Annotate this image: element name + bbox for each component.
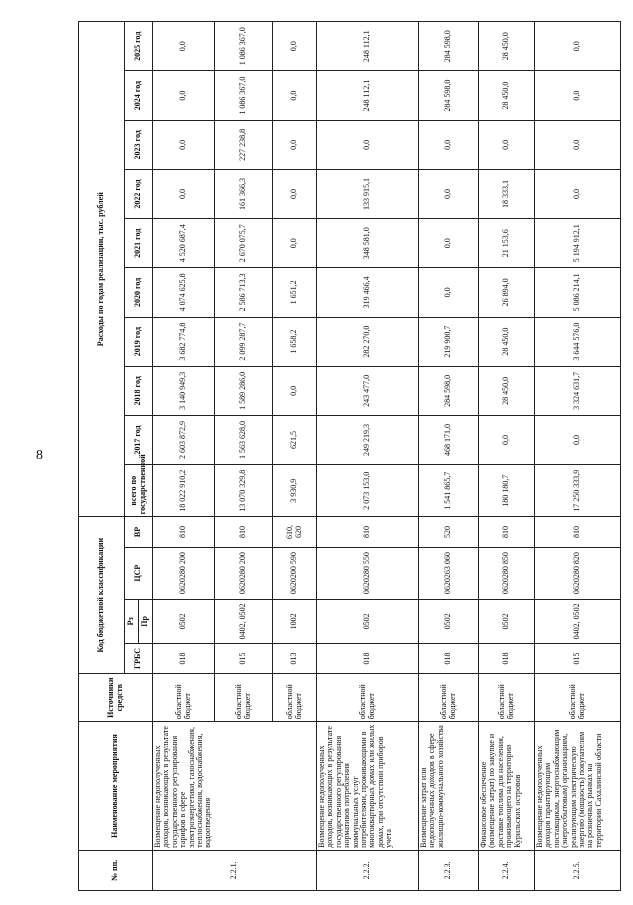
code-grbs: 018 xyxy=(419,643,479,673)
header-rz: Рз xyxy=(125,599,139,643)
year-value: 1 589 286,0 xyxy=(215,366,273,415)
row-number: 2.2.3. xyxy=(419,850,479,890)
table-row xyxy=(153,22,215,891)
year-value: 248 112,1 xyxy=(317,22,419,72)
header-year: 2019 год xyxy=(125,317,153,366)
year-value: 227 238,8 xyxy=(215,120,273,169)
header-name: Наименование мероприятия xyxy=(79,722,153,851)
header-grbs: ГРБС xyxy=(125,643,153,673)
year-value: 2 099 287,7 xyxy=(215,317,273,366)
year-value: 28 450,0 xyxy=(479,22,535,72)
code-rz-pr: 0402, 0502 xyxy=(535,599,621,643)
funding-source: областной бюджет xyxy=(317,674,419,722)
year-value: 21 153,6 xyxy=(479,219,535,268)
code-rz-pr: 0502 xyxy=(419,599,479,643)
total-value: 2 073 153,0 xyxy=(317,465,419,517)
header-year: 2020 год xyxy=(125,268,153,317)
year-value: 0,0 xyxy=(419,120,479,169)
budget-table xyxy=(78,21,621,891)
year-value: 28 450,0 xyxy=(479,317,535,366)
year-value: 0,0 xyxy=(273,71,317,120)
header-csr: ЦСР xyxy=(125,547,153,599)
year-value: 0,0 xyxy=(479,120,535,169)
row-number: 2.2.4. xyxy=(479,850,535,890)
header-budget-code: Код бюджетной классификации xyxy=(79,517,125,674)
year-value: 3 140 949,3 xyxy=(153,366,215,415)
year-value: 319 466,4 xyxy=(317,268,419,317)
row-number: 2.2.1. xyxy=(153,850,317,890)
year-value: 0,0 xyxy=(535,22,621,72)
total-value: 13 070 329,8 xyxy=(215,465,273,517)
year-value: 2 603 872,9 xyxy=(153,415,215,464)
year-value: 28 450,0 xyxy=(479,71,535,120)
header-year: 2017 год xyxy=(125,415,153,464)
measure-name: Возмещение недополученных доходов, возникающих в результате государственного регулирования тарифов в сфере электроэнергетики, газоснабжения, теплоснабжения, водоснабжения, водоотведения xyxy=(153,722,317,851)
year-value: 0,0 xyxy=(273,219,317,268)
year-value: 0,0 xyxy=(535,71,621,120)
year-value: 284 598,0 xyxy=(419,22,479,72)
year-value: 0,0 xyxy=(273,120,317,169)
year-value: 18 333,1 xyxy=(479,169,535,218)
code-rz-pr: 0502 xyxy=(479,599,535,643)
table-row xyxy=(419,22,479,891)
table-row xyxy=(479,22,535,891)
code-csr: 0620280 820 xyxy=(535,547,621,599)
code-rz-pr: 0402, 0502 xyxy=(215,599,273,643)
year-value: 284 598,0 xyxy=(419,71,479,120)
year-value: 0,0 xyxy=(535,169,621,218)
year-value: 249 219,3 xyxy=(317,415,419,464)
year-value: 4 520 687,4 xyxy=(153,219,215,268)
measure-name: Возмещение недополученных доходов гарантирующим поставщикам, энергоснабжающим (энергосбытовым) организациям, реализующим электрическую энергию (мощность) покупателям на розничных рынках на территории Сахалинской области xyxy=(535,722,621,851)
code-csr: 0620263 060 xyxy=(419,547,479,599)
funding-source: областной бюджет xyxy=(273,674,317,722)
header-total: всего по государственной xyxy=(125,465,153,517)
table-row xyxy=(317,22,419,891)
year-value: 1 563 628,0 xyxy=(215,415,273,464)
header-year: 2021 год xyxy=(125,219,153,268)
header-vr: ВР xyxy=(125,517,153,547)
total-value: 3 930,9 xyxy=(273,465,317,517)
code-grbs: 015 xyxy=(535,643,621,673)
code-vr: 810 xyxy=(479,517,535,547)
code-csr: 0620280 550 xyxy=(317,547,419,599)
code-vr: 810 xyxy=(317,517,419,547)
header-year: 2022 год xyxy=(125,169,153,218)
code-csr: 0620280 200 xyxy=(153,547,215,599)
code-vr: 810 xyxy=(215,517,273,547)
header-source: Источники средств xyxy=(79,674,153,722)
year-value: 0,0 xyxy=(153,71,215,120)
year-value: 26 894,0 xyxy=(479,268,535,317)
row-number: 2.2.5. xyxy=(535,850,621,890)
year-value: 0,0 xyxy=(317,120,419,169)
year-value: 621,5 xyxy=(273,415,317,464)
header-expenses: Расходы по годам реализации, тыс. рублей xyxy=(79,22,125,517)
year-value: 0,0 xyxy=(419,169,479,218)
year-value: 133 915,1 xyxy=(317,169,419,218)
code-rz-pr: 0502 xyxy=(317,599,419,643)
code-grbs: 013 xyxy=(273,643,317,673)
year-value: 284 598,0 xyxy=(419,366,479,415)
code-csr: 0620280 850 xyxy=(479,547,535,599)
code-grbs: 018 xyxy=(317,643,419,673)
year-value: 348 581,0 xyxy=(317,219,419,268)
total-value: 17 250 333,9 xyxy=(535,465,621,517)
year-value: 0,0 xyxy=(153,120,215,169)
year-value: 468 171,0 xyxy=(419,415,479,464)
funding-source: областной бюджет xyxy=(419,674,479,722)
header-year: 2018 год xyxy=(125,366,153,415)
measure-name: Финансовое обеспечение (возмещение затрат) по закупке и доставке топлива для населения, проживающего на территории Курильских островов xyxy=(479,722,535,851)
rotated-table-container xyxy=(78,21,603,891)
funding-source: областной бюджет xyxy=(215,674,273,722)
page-number: 8 xyxy=(36,448,43,463)
year-value: 2 586 713,3 xyxy=(215,268,273,317)
header-year: 2024 год xyxy=(125,71,153,120)
year-value: 1 086 367,0 xyxy=(215,71,273,120)
code-rz-pr: 0502 xyxy=(153,599,215,643)
year-value: 0,0 xyxy=(273,366,317,415)
year-value: 3 682 774,8 xyxy=(153,317,215,366)
year-value: 243 477,0 xyxy=(317,366,419,415)
year-value: 5 086 214,1 xyxy=(535,268,621,317)
table-row xyxy=(535,22,621,891)
header-pr: Пр xyxy=(139,599,153,643)
year-value: 4 074 625,8 xyxy=(153,268,215,317)
year-value: 0,0 xyxy=(535,415,621,464)
year-value: 0,0 xyxy=(273,22,317,72)
measure-name: Возмещение недополученных доходов, возникающих в результате государственного регулирования нормативов потребления коммунальных услуг потребителями, проживающими в многоквартирных домах или жилых домах, при отсутствии приборов учета xyxy=(317,722,419,851)
funding-source: областной бюджет xyxy=(153,674,215,722)
year-value: 0,0 xyxy=(419,219,479,268)
header-year: 2023 год xyxy=(125,120,153,169)
code-csr: 0620200 590 xyxy=(273,547,317,599)
year-value: 161 366,3 xyxy=(215,169,273,218)
header-year: 2025 год xyxy=(125,22,153,72)
year-value: 28 450,0 xyxy=(479,366,535,415)
year-value: 0,0 xyxy=(153,169,215,218)
header-num: № пп. xyxy=(79,850,153,890)
code-vr: 810 xyxy=(153,517,215,547)
year-value: 5 194 912,1 xyxy=(535,219,621,268)
code-grbs: 018 xyxy=(153,643,215,673)
year-value: 248 112,1 xyxy=(317,71,419,120)
year-value: 3 324 631,7 xyxy=(535,366,621,415)
code-grbs: 018 xyxy=(479,643,535,673)
year-value: 282 270,0 xyxy=(317,317,419,366)
year-value: 1 086 367,0 xyxy=(215,22,273,72)
code-vr: 610, 620 xyxy=(273,517,317,547)
total-value: 180 180,7 xyxy=(479,465,535,517)
funding-source: областной бюджет xyxy=(479,674,535,722)
code-rz-pr: 1002 xyxy=(273,599,317,643)
year-value: 0,0 xyxy=(535,120,621,169)
year-value: 3 644 576,0 xyxy=(535,317,621,366)
year-value: 1 651,2 xyxy=(273,268,317,317)
year-value: 0,0 xyxy=(153,22,215,72)
year-value: 219 900,7 xyxy=(419,317,479,366)
year-value: 2 670 075,7 xyxy=(215,219,273,268)
year-value: 0,0 xyxy=(419,268,479,317)
row-number: 2.2.2. xyxy=(317,850,419,890)
year-value: 0,0 xyxy=(273,169,317,218)
funding-source: областной бюджет xyxy=(535,674,621,722)
code-vr: 810 xyxy=(535,517,621,547)
total-value: 18 022 910,2 xyxy=(153,465,215,517)
code-csr: 0620280 200 xyxy=(215,547,273,599)
measure-name: Возмещение затрат или недополученных доходов в сфере жилищно-коммунального хозяйства xyxy=(419,722,479,851)
code-grbs: 015 xyxy=(215,643,273,673)
year-value: 1 658,2 xyxy=(273,317,317,366)
total-value: 1 541 865,7 xyxy=(419,465,479,517)
code-vr: 520 xyxy=(419,517,479,547)
year-value: 0,0 xyxy=(479,415,535,464)
